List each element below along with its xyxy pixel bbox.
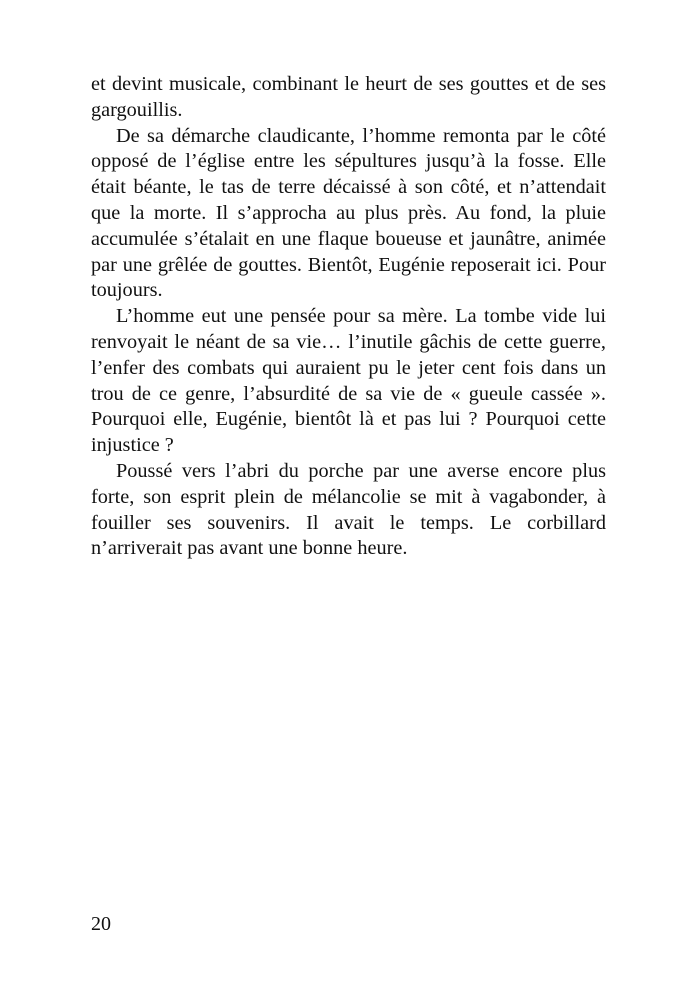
page-number: 20	[91, 913, 111, 935]
paragraph: L’homme eut une pensée pour sa mère. La tombe vide lui renvoyait le néant de sa vie… l’inutile gâchis de cette guerre, l’enfer des combats qui auraient pu le jeter cent fois dans un trou de ce genre, l’absurdité de sa vie de « gueule cassée ». Pourquoi elle, Eugénie, bientôt là et pas lui ? Pourquoi cette injustice ?	[91, 305, 606, 457]
paragraph-continuation: et devint musicale, combinant le heurt de ses gouttes et de ses gargouillis.	[91, 73, 606, 121]
paragraph: De sa démarche claudicante, l’homme remonta par le côté opposé de l’église entre les sépultures jusqu’à la fosse. Elle était béante, le tas de terre décaissé à son côté, et n’attendait que la morte. Il s’approcha au plus près. Au fond, la pluie accumulée s’étalait en une flaque boueuse et jaunâtre, animée par une grêlée de gouttes. Bientôt, Eugénie reposerait ici. Pour toujours.	[91, 124, 606, 302]
paragraph: Poussé vers l’abri du porche par une averse encore plus forte, son esprit plein de mélancolie se mit à vagabonder, à fouiller ses souvenirs. Il avait le temps. Le corbillard n’arriverait pas avant une bonne heure.	[91, 459, 606, 560]
body-text	[91, 72, 606, 562]
